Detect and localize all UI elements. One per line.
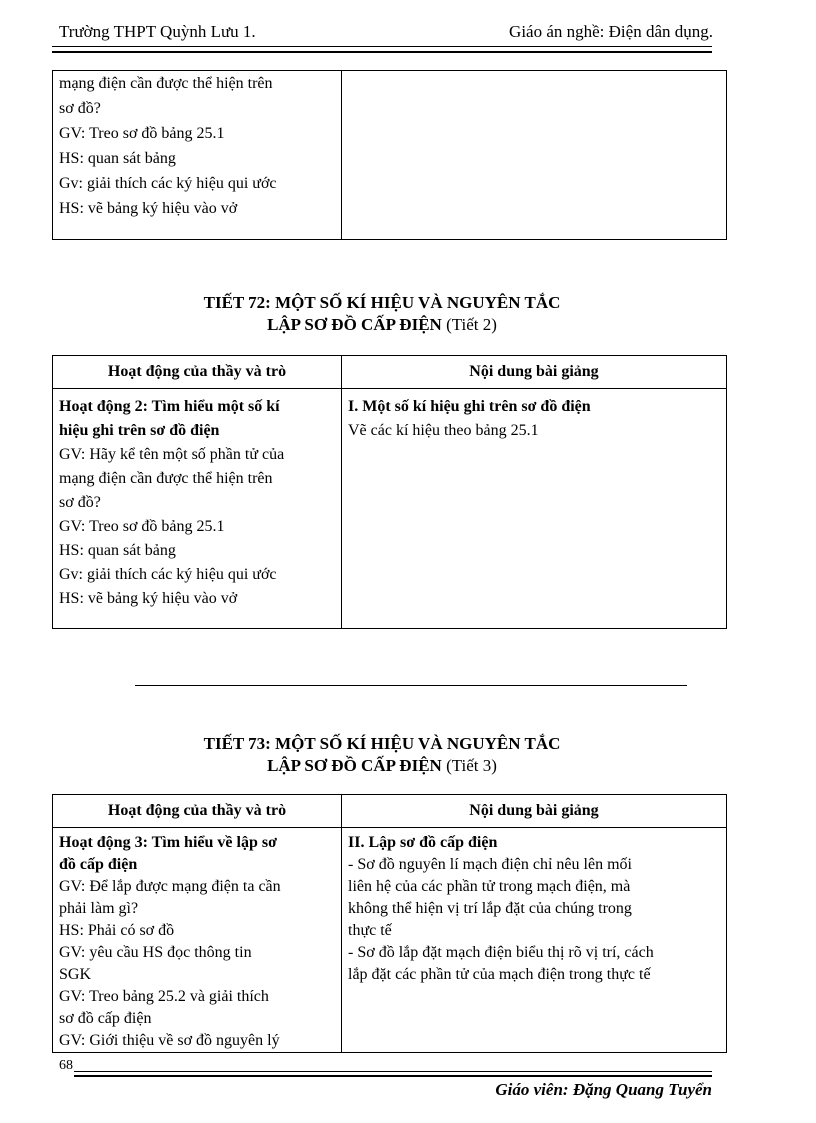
table-continuation-right-cell: [342, 71, 727, 240]
section73-col-right-header: Nội dung bài giảng: [342, 795, 727, 828]
section72-col-left-header: Hoạt động của thầy và trò: [53, 356, 342, 389]
text-line: mạng điện cần được thể hiện trên: [59, 470, 273, 487]
text-line: SGK: [59, 966, 92, 983]
section73-activity-heading: Hoạt động 3: Tìm hiểu về lập sơ: [59, 834, 277, 851]
table-continuation-left-cell: [53, 71, 342, 240]
text-line: không thể hiện vị trí lắp đặt của chúng trong: [348, 900, 632, 917]
teacher-signature: Giáo viên: Đặng Quang Tuyển: [495, 1080, 712, 1099]
section72-content-heading: I. Một số kí hiệu ghi trên sơ đồ điện: [348, 398, 591, 415]
text-line: HS: vẽ bảng ký hiệu vào vở: [59, 200, 238, 217]
section72-activity-heading: hiệu ghi trên sơ đồ điện: [59, 422, 220, 439]
section73-title-line2: LẬP SƠ ĐỒ CẤP ĐIỆN: [267, 756, 442, 775]
section73-right-cell: [342, 828, 727, 1053]
section73-col-left-header: Hoạt động của thầy và trò: [53, 795, 342, 828]
section73-activity-heading: đồ cấp điện: [59, 856, 138, 873]
text-line: - Sơ đồ nguyên lí mạch điện chỉ nêu lên mối: [348, 856, 632, 873]
text-line: sơ đồ cấp điện: [59, 1010, 152, 1027]
text-line: lắp đặt các phần tử của mạch điện trong thực tế: [348, 966, 651, 983]
text-line: GV: Treo sơ đồ bảng 25.1: [59, 518, 225, 535]
section-separator: [135, 685, 687, 686]
header-rule-thin: [52, 46, 712, 47]
text-line: HS: Phải có sơ đồ: [59, 922, 175, 939]
footer-rule-thin: [74, 1071, 712, 1072]
text-line: GV: Để lắp được mạng điện ta cần: [59, 878, 281, 895]
section72-col-right-header: Nội dung bài giảng: [342, 356, 727, 389]
text-line: mạng điện cần được thể hiện trên: [59, 75, 273, 92]
text-line: thực tế: [348, 922, 392, 939]
section73-content-heading: II. Lập sơ đồ cấp điện: [348, 834, 498, 851]
text-line: sơ đồ?: [59, 494, 101, 511]
text-line: phải làm gì?: [59, 900, 139, 917]
text-line: HS: quan sát bảng: [59, 150, 176, 167]
text-line: GV: Giới thiệu về sơ đồ nguyên lý: [59, 1032, 280, 1049]
section72-right-cell: [342, 389, 727, 629]
text-line: GV: Treo sơ đồ bảng 25.1: [59, 125, 225, 142]
text-line: HS: vẽ bảng ký hiệu vào vở: [59, 590, 238, 607]
section72-title: [52, 292, 712, 336]
table-continuation: [52, 70, 727, 240]
header-subject: Giáo án nghề: Điện dân dụng.: [509, 22, 713, 41]
text-line: Gv: giải thích các ký hiệu qui ước: [59, 175, 277, 192]
text-line: GV: Hãy kể tên một số phần tử của: [59, 446, 285, 463]
section72-title-line2: LẬP SƠ ĐỒ CẤP ĐIỆN: [267, 315, 442, 334]
text-line: liên hệ của các phần tử trong mạch điện, mà: [348, 878, 631, 895]
section72-title-lesson: (Tiết 2): [441, 315, 497, 334]
section73-title-line1: TIẾT 73: MỘT SỐ KÍ HIỆU VÀ NGUYÊN TẮC: [203, 734, 561, 753]
section73-title-lesson: (Tiết 3): [441, 756, 497, 775]
section73-title: [52, 733, 712, 777]
text-line: Gv: giải thích các ký hiệu qui ước: [59, 566, 277, 583]
section72-table: [52, 355, 727, 629]
section72-activity-heading: Hoạt động 2: Tìm hiểu một số kí: [59, 398, 280, 415]
text-line: sơ đồ?: [59, 100, 101, 117]
section72-left-cell: [53, 389, 342, 629]
section73-table: [52, 794, 727, 1053]
header-school: Trường THPT Quỳnh Lưu 1.: [59, 22, 256, 41]
section73-left-cell: [53, 828, 342, 1053]
text-line: Vẽ các kí hiệu theo bảng 25.1: [348, 422, 539, 439]
text-line: - Sơ đồ lắp đặt mạch điện biểu thị rõ vị trí, cách: [348, 944, 654, 961]
footer-rule-thick: [74, 1075, 712, 1077]
header-rule-thick: [52, 51, 712, 53]
text-line: GV: Treo bảng 25.2 và giải thích: [59, 988, 269, 1005]
text-line: HS: quan sát bảng: [59, 542, 176, 559]
text-line: GV: yêu cầu HS đọc thông tin: [59, 944, 252, 961]
section72-title-line1: TIẾT 72: MỘT SỐ KÍ HIỆU VÀ NGUYÊN TẮC: [203, 293, 561, 312]
page-number: 68: [59, 1058, 73, 1073]
